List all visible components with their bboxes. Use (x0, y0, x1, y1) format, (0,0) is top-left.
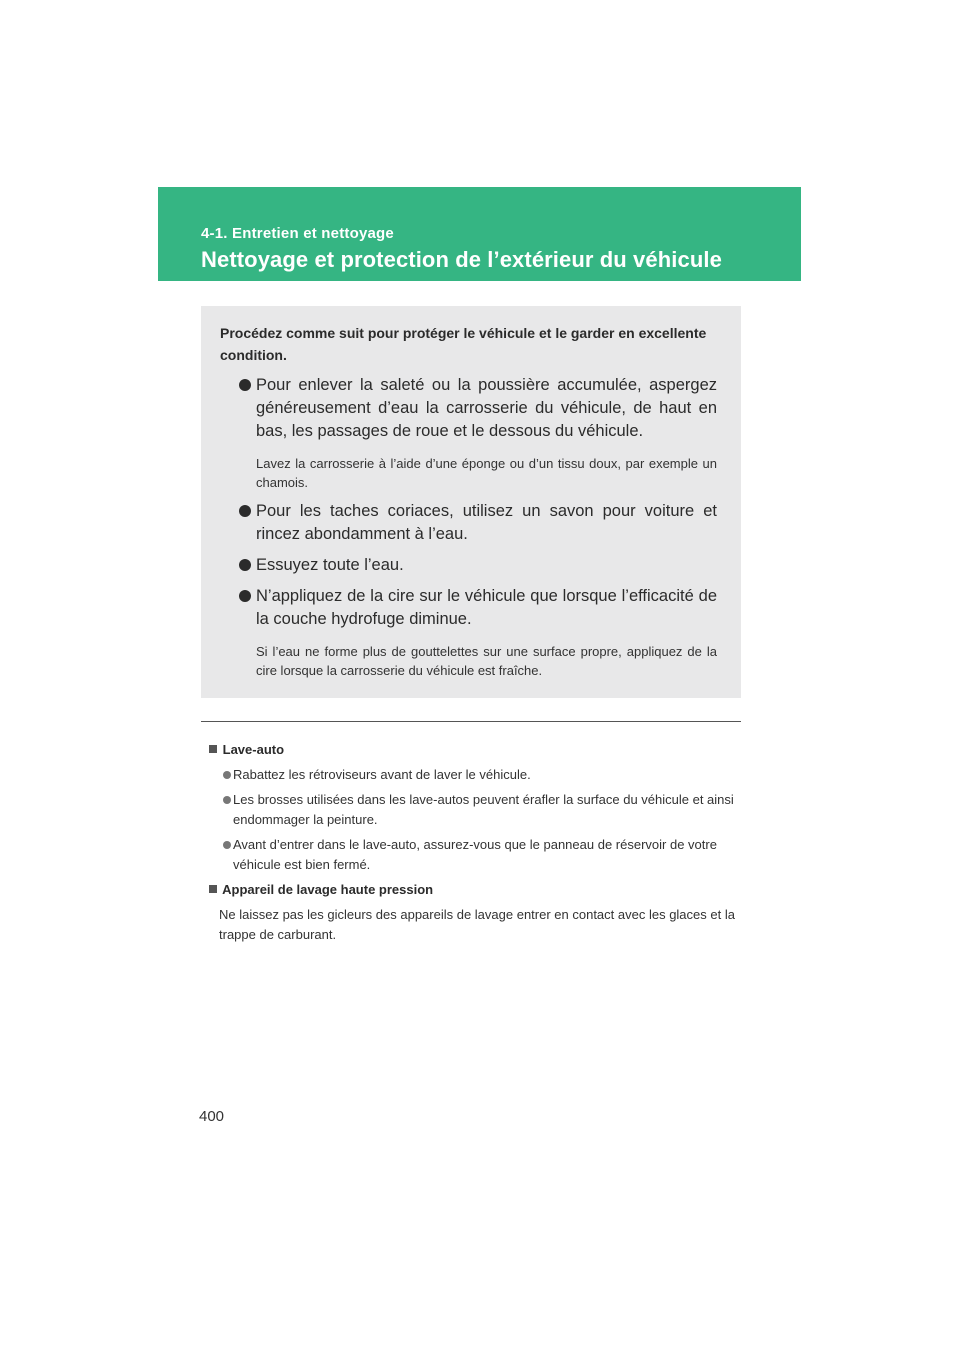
note-paragraph: Ne laissez pas les gicleurs des appareils de lavage entrer en contact avec les glaces et la trappe de carburant. (219, 907, 735, 942)
page-title: Nettoyage et protection de l’extérieur du véhicule (201, 247, 722, 272)
bullet-dot-icon (239, 559, 251, 571)
note-item-text: Rabattez les rétroviseurs avant de laver le véhicule. (233, 767, 531, 782)
note-item-text: Les brosses utilisées dans les lave-autos peuvent érafler la surface du véhicule et ainsi endommager la peinture. (233, 792, 734, 827)
intro-bullet (220, 585, 717, 680)
divider (201, 721, 741, 722)
bullet-dot-icon (239, 505, 251, 517)
bullet-note: Lavez la carrosserie à l’aide d’une éponge ou d’un tissu doux, par exemple un chamois. (256, 456, 717, 490)
bullet-text: N’appliquez de la cire sur le véhicule que lorsque l’efficacité de la couche hydrofuge diminue. (256, 587, 717, 628)
note-heading-text: Lave-auto (222, 742, 285, 757)
bullet-text: Pour les taches coriaces, utilisez un savon pour voiture et rincez abondamment à l’eau. (256, 502, 717, 543)
intro-text: Procédez comme suit pour protéger le véhicule et le garder en excellente condition. (220, 325, 707, 363)
note-item-text: Avant d’entrer dans le lave-auto, assurez-vous que le panneau de réservoir de votre véhicule est bien fermé. (233, 837, 717, 872)
square-bullet-icon (209, 885, 217, 893)
bullet-dot-icon (223, 771, 231, 779)
intro-bullet (220, 554, 717, 577)
section-label: 4-1. Entretien et nettoyage (201, 225, 394, 242)
bullet-dot-icon (223, 796, 231, 804)
note-heading (209, 880, 739, 900)
intro-bullet (220, 500, 717, 546)
section-header (158, 187, 801, 281)
bullet-text: Pour enlever la saleté ou la poussière accumulée, aspergez généreusement d’eau la carrosserie du véhicule, de haut en bas, les passages de roue et le dessous du véhicule. (256, 376, 717, 440)
bullet-dot-icon (239, 379, 251, 391)
intro-box (201, 306, 741, 698)
note-item (209, 835, 739, 875)
intro-bullet (220, 374, 717, 492)
bullet-text: Essuyez toute l’eau. (256, 556, 404, 574)
bullet-dot-icon (239, 590, 251, 602)
note-heading (209, 740, 739, 760)
notes-section (209, 740, 739, 950)
bullet-dot-icon (223, 841, 231, 849)
page-number: 400 (199, 1108, 225, 1125)
bullet-note: Si l’eau ne forme plus de gouttelettes sur une surface propre, appliquez de la cire lorsque la carrosserie du véhicule est fraîche. (256, 644, 717, 678)
note-item (209, 765, 739, 785)
square-bullet-icon (209, 745, 217, 753)
note-heading-text: Appareil de lavage haute pression (222, 882, 434, 897)
note-item (209, 790, 739, 830)
